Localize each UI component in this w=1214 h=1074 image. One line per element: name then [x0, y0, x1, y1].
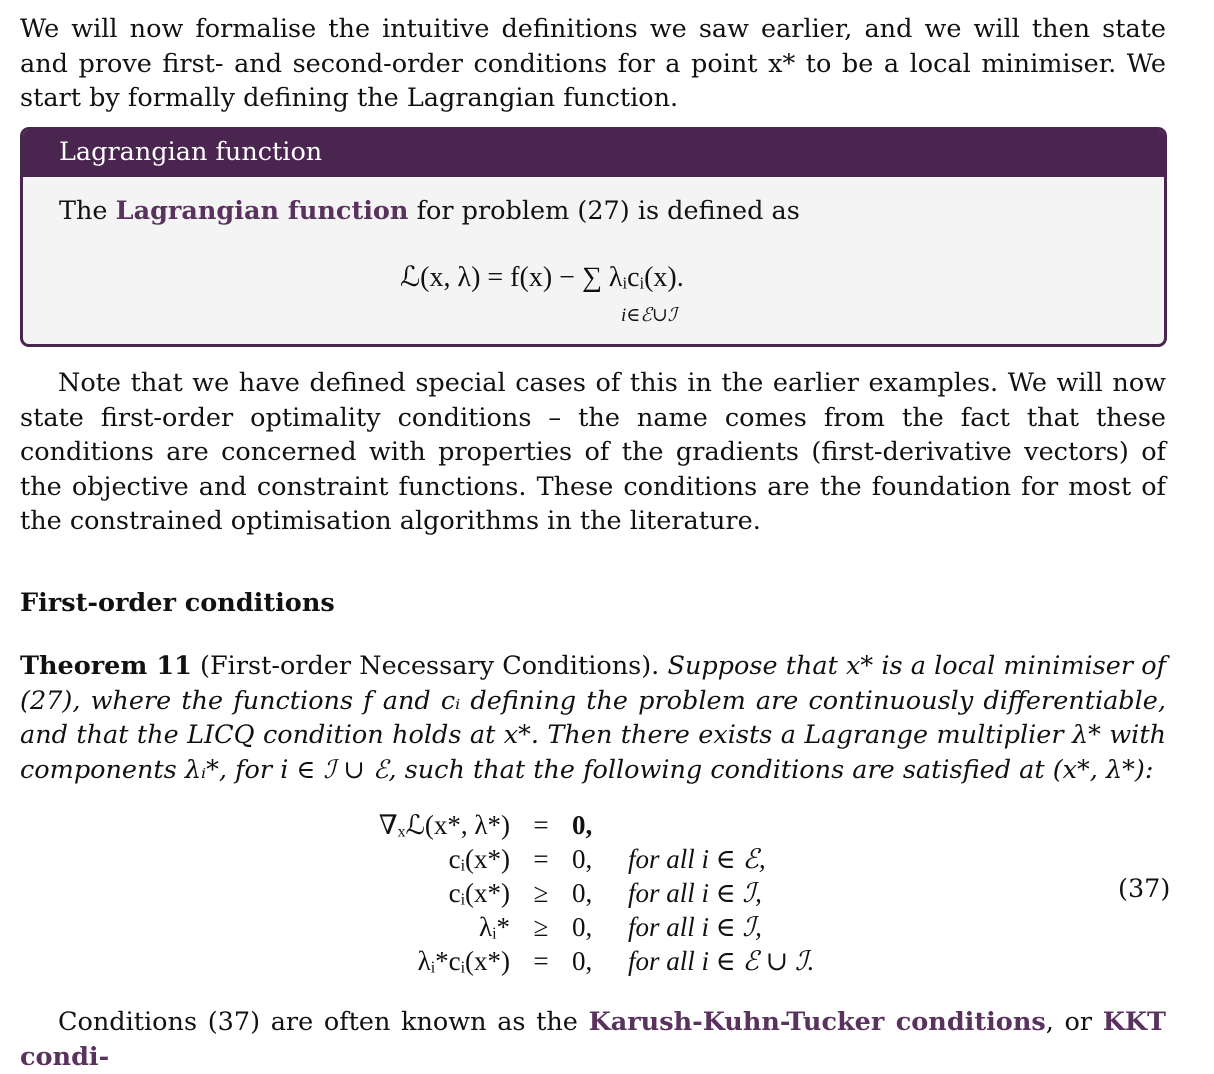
- kkt-row: [336, 808, 814, 842]
- closing-text: Conditions (37) are often known as the: [58, 1007, 589, 1037]
- box-text-before: The: [59, 196, 116, 226]
- kkt-rhs: 0,: [572, 810, 593, 840]
- kkt-condition: for all i ∈ ℰ ∪ ℐ.: [628, 946, 815, 976]
- kkt-relation: ≥: [533, 912, 549, 942]
- kkt-lhs: cᵢ(x*): [448, 844, 510, 874]
- lagrangian-definition-box: [20, 127, 1167, 347]
- kkt-rhs: 0,: [572, 844, 593, 874]
- theorem-statement: Suppose that x* is a local minimiser of (27), where the functions f and cᵢ defining the problem are continuously differentiable, and that the LICQ condition holds at x*. Then there exists a Lagrange multiplier λ* with components λᵢ*, for i ∈ ℐ ∪ ℰ, such that the following conditions are satisfied at (x*, λ*):: [20, 651, 1167, 785]
- kkt-row: [336, 876, 814, 910]
- kkt-term-link: Karush-Kuhn-Tucker conditions: [588, 1007, 1046, 1037]
- kkt-rhs: 0,: [572, 912, 593, 942]
- box-text: [59, 194, 800, 228]
- intro-paragraph: We will now formalise the intuitive definitions we saw earlier, and we will then state and prove first- and second-order conditions for a point x* to be a local minimiser. We start by formally defining the Lagrangian function.: [20, 14, 1166, 113]
- kkt-row: [336, 944, 814, 978]
- kkt-relation: =: [533, 844, 549, 874]
- theorem-label: Theorem 11: [20, 651, 192, 681]
- kkt-condition: for all i ∈ ℰ,: [628, 844, 766, 874]
- box-title: Lagrangian function: [23, 130, 1164, 177]
- lagrangian-equation: ℒ(x, λ) = f(x) − ∑ λᵢcᵢ(x).: [400, 262, 684, 293]
- kkt-condition: [628, 808, 814, 842]
- kkt-conditions: [336, 808, 814, 978]
- kkt-row: [336, 910, 814, 944]
- kkt-relation: ≥: [533, 878, 549, 908]
- kkt-relation: =: [533, 810, 549, 840]
- lagrangian-term: Lagrangian function: [115, 196, 409, 226]
- kkt-lhs: λᵢ*: [478, 912, 510, 942]
- kkt-condition: for all i ∈ ℐ,: [628, 912, 762, 942]
- kkt-lhs: ∇ₓℒ(x*, λ*): [378, 810, 510, 840]
- closing-paragraph: [20, 1005, 1166, 1074]
- section-heading: First-order conditions: [20, 588, 335, 618]
- kkt-rhs: 0,: [572, 878, 593, 908]
- closing-middle: , or: [1045, 1007, 1103, 1037]
- theorem-11: [20, 649, 1166, 787]
- box-text-after: for problem (27) is defined as: [408, 196, 800, 226]
- note-paragraph: Note that we have defined special cases of this in the earlier examples. We will now state first-order optimality conditions – the name comes from the fact that these conditions are concerned with properties of the gradients (first-derivative vectors) of the objective and constraint functions. These conditions are the foundation for most of the constrained optimisation algorithms in the literature.: [20, 368, 1166, 536]
- equation-number: (37): [1118, 874, 1171, 904]
- kkt-condition: for all i ∈ ℐ,: [628, 878, 762, 908]
- theorem-name: (First-order Necessary Conditions).: [200, 651, 660, 681]
- kkt-lhs: cᵢ(x*): [448, 878, 510, 908]
- kkt-lhs: λᵢ*cᵢ(x*): [417, 946, 510, 976]
- sum-subscript: i∈ℰ∪ℐ: [621, 305, 677, 326]
- kkt-relation: =: [533, 946, 549, 976]
- kkt-row: [336, 842, 814, 876]
- kkt-abbrev-term: KKT condi-: [20, 1007, 1166, 1072]
- kkt-rhs: 0,: [572, 946, 593, 976]
